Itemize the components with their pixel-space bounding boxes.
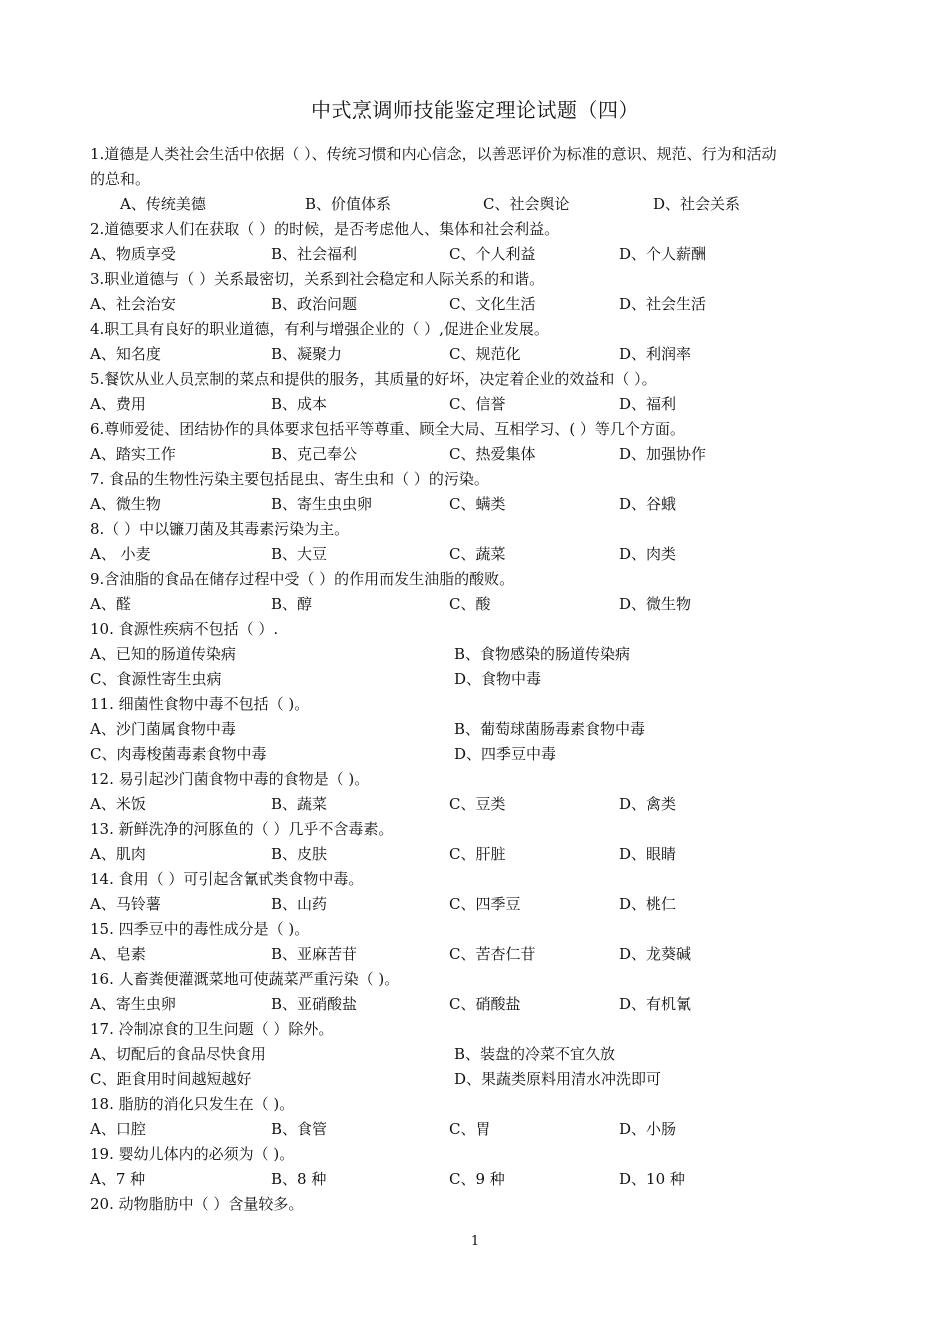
answer-option: A、醛	[90, 595, 131, 613]
answer-option: C、豆类	[449, 795, 506, 813]
answer-option: D、禽类	[619, 795, 677, 813]
question-text: 17. 冷制凉食的卫生问题（ ）除外。	[90, 1020, 334, 1038]
question-text: 3.职业道德与（ ）关系最密切，关系到社会稳定和人际关系的和谐。	[90, 270, 545, 288]
answer-option: A、7 种	[90, 1170, 146, 1188]
answer-options-row	[90, 192, 870, 217]
answer-option: C、酸	[449, 595, 491, 613]
answer-option: C、硝酸盐	[449, 995, 521, 1013]
question-text: 11. 细菌性食物中毒不包括（ )。	[90, 695, 310, 713]
answer-option: A、皂素	[90, 945, 146, 963]
answer-option: D、小肠	[619, 1120, 677, 1138]
answer-option: B、亚麻苦苷	[271, 945, 358, 963]
answer-option: A、费用	[90, 395, 146, 413]
answer-option: A、知名度	[90, 345, 161, 363]
answer-option: A、马铃薯	[90, 895, 161, 913]
answer-option: A、已知的肠道传染病	[90, 645, 236, 663]
answer-option: A、沙门菌属食物中毒	[90, 720, 236, 738]
answer-option: B、大豆	[271, 545, 328, 563]
question-text: 7. 食品的生物性污染主要包括昆虫、寄生虫和（ ）的污染。	[90, 470, 489, 488]
answer-option: B、政治问题	[271, 295, 358, 313]
answer-option: B、亚硝酸盐	[271, 995, 358, 1013]
answer-options-row	[90, 717, 870, 742]
answer-option: A、踏实工作	[90, 445, 176, 463]
answer-options-row	[90, 667, 870, 692]
answer-option: B、价值体系	[305, 195, 392, 213]
answer-options-row	[90, 742, 870, 767]
answer-option: D、食物中毒	[454, 670, 542, 688]
answer-option: B、山药	[271, 895, 328, 913]
answer-option: D、福利	[619, 395, 677, 413]
answer-option: B、醇	[271, 595, 313, 613]
answer-option: D、加强协作	[619, 445, 707, 463]
answer-option: B、克己奉公	[271, 445, 358, 463]
answer-option: B、食物感染的肠道传染病	[454, 645, 631, 663]
answer-option: B、寄生虫虫卵	[271, 495, 373, 513]
answer-option: C、食源性寄生虫病	[90, 670, 222, 688]
answer-option: B、8 种	[271, 1170, 327, 1188]
answer-option: D、桃仁	[619, 895, 677, 913]
answer-options-row	[90, 342, 870, 367]
question-text: 18. 脂肪的消化只发生在（ )。	[90, 1095, 295, 1113]
answer-option: C、规范化	[449, 345, 521, 363]
answer-option: D、利润率	[619, 345, 692, 363]
answer-options-row	[90, 992, 870, 1017]
question-text: 8.（ ）中以镰刀菌及其毒素污染为主。	[90, 520, 350, 538]
answer-option: A、切配后的食品尽快食用	[90, 1045, 266, 1063]
question-text: 16. 人畜粪便灌溉菜地可使蔬菜严重污染（ )。	[90, 970, 400, 988]
answer-options-row	[90, 542, 870, 567]
question-text: 10. 食源性疾病不包括（ ）.	[90, 620, 279, 638]
answer-option: D、个人薪酬	[619, 245, 707, 263]
answer-option: D、10 种	[619, 1170, 685, 1188]
answer-option: D、果蔬类原料用清水冲洗即可	[454, 1070, 662, 1088]
answer-option: C、距食用时间越短越好	[90, 1070, 252, 1088]
answer-options-row	[90, 442, 870, 467]
answer-option: B、装盘的冷菜不宜久放	[454, 1045, 616, 1063]
answer-option: D、谷蛾	[619, 495, 677, 513]
answer-option: D、有机氰	[619, 995, 692, 1013]
answer-option: B、成本	[271, 395, 328, 413]
answer-option: D、社会生活	[619, 295, 707, 313]
question-text: 5.餐饮从业人员烹制的菜点和提供的服务，其质量的好坏，决定着企业的效益和（ ）。	[90, 370, 657, 388]
answer-option: C、肝脏	[449, 845, 506, 863]
answer-options-row	[90, 392, 870, 417]
question-text: 的总和。	[90, 170, 151, 188]
answer-options-row	[90, 1067, 870, 1092]
answer-option: C、个人利益	[449, 245, 536, 263]
answer-option: C、信誉	[449, 395, 506, 413]
question-text: 19. 婴幼儿体内的必须为（ )。	[90, 1145, 295, 1163]
answer-option: C、社会舆论	[483, 195, 570, 213]
answer-options-row	[90, 1117, 870, 1142]
answer-options-row	[90, 792, 870, 817]
question-list	[90, 142, 870, 1217]
answer-option: D、四季豆中毒	[454, 745, 557, 763]
answer-option: B、凝聚力	[271, 345, 343, 363]
answer-option: C、热爱集体	[449, 445, 536, 463]
answer-option: C、胃	[449, 1120, 491, 1138]
answer-options-row	[90, 642, 870, 667]
question-text: 15. 四季豆中的毒性成分是（ )。	[90, 920, 310, 938]
answer-options-row	[90, 942, 870, 967]
answer-options-row	[90, 1167, 870, 1192]
answer-options-row	[90, 892, 870, 917]
answer-options-row	[90, 242, 870, 267]
answer-option: C、9 种	[449, 1170, 505, 1188]
answer-option: A、传统美德	[120, 195, 206, 213]
answer-option: C、苦杏仁苷	[449, 945, 536, 963]
answer-option: B、皮肤	[271, 845, 328, 863]
question-text: 14. 食用（ ）可引起含氰甙类食物中毒。	[90, 870, 364, 888]
question-text: 20. 动物脂肪中（ ）含量较多。	[90, 1195, 304, 1213]
answer-option: D、龙葵碱	[619, 945, 692, 963]
answer-option: C、螨类	[449, 495, 506, 513]
answer-option: C、四季豆	[449, 895, 521, 913]
answer-option: B、葡萄球菌肠毒素食物中毒	[454, 720, 646, 738]
answer-option: A、物质享受	[90, 245, 176, 263]
answer-option: A、寄生虫卵	[90, 995, 176, 1013]
answer-options-row	[90, 592, 870, 617]
question-text: 2.道德要求人们在获取（ ）的时候，是否考虑他人、集体和社会利益。	[90, 220, 560, 238]
answer-options-row	[90, 492, 870, 517]
answer-options-row	[90, 292, 870, 317]
question-text: 12. 易引起沙门菌食物中毒的食物是（ )。	[90, 770, 370, 788]
answer-option: A、口腔	[90, 1120, 146, 1138]
answer-option: D、社会关系	[653, 195, 741, 213]
page-number: 1	[470, 1234, 480, 1249]
answer-option: A、微生物	[90, 495, 161, 513]
answer-option: A、肌肉	[90, 845, 146, 863]
answer-option: B、蔬菜	[271, 795, 328, 813]
answer-option: A、社会治安	[90, 295, 176, 313]
answer-option: D、肉类	[619, 545, 677, 563]
question-text: 6.尊师爱徒、团结协作的具体要求包括平等尊重、顾全大局、互相学习、( ）等几个方面。	[90, 420, 685, 438]
answer-option: B、食管	[271, 1120, 328, 1138]
question-text: 9.含油脂的食品在储存过程中受（ ）的作用而发生油脂的酸败。	[90, 570, 515, 588]
answer-options-row	[90, 842, 870, 867]
answer-option: C、蔬菜	[449, 545, 506, 563]
question-text: 4.职工具有良好的职业道德，有利与增强企业的（ ）,促进企业发展。	[90, 320, 549, 338]
answer-option: C、肉毒梭菌毒素食物中毒	[90, 745, 267, 763]
answer-option: D、微生物	[619, 595, 692, 613]
answer-option: D、眼睛	[619, 845, 677, 863]
answer-option: A、 小麦	[90, 545, 151, 563]
answer-option: C、文化生活	[449, 295, 536, 313]
answer-options-row	[90, 1042, 870, 1067]
answer-option: A、米饭	[90, 795, 146, 813]
question-text: 13. 新鲜洗净的河豚鱼的（ ）几乎不含毒素。	[90, 820, 394, 838]
page-title: 中式烹调师技能鉴定理论试题（四）	[311, 98, 639, 122]
answer-option: B、社会福利	[271, 245, 358, 263]
question-text: 1.道德是人类社会生活中依据（ ）、传统习惯和内心信念，以善恶评价为标准的意识、规范、行为和活动	[90, 145, 777, 163]
